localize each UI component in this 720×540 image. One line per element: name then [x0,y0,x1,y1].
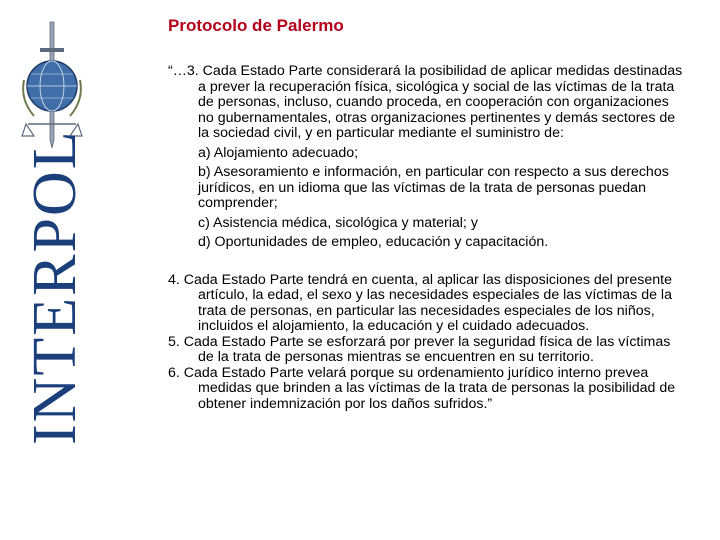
point-6: 6. Cada Estado Parte velará porque su ordenamiento jurídico interno prevea medidas que brinden a las víctimas de la trata de personas la posibilidad de obtener indemnización por los daños sufridos.” [168,364,676,412]
point-5: 5. Cada Estado Parte se esforzará por prever la seguridad física de las víctimas de la trata de personas mientras se encuentren en su territorio. [168,333,671,365]
point-3-item-d: d) Oportunidades de empleo, educación y capacitación. [198,234,549,250]
point-3-intro: “…3. Cada Estado Parte considerará la posibilidad de aplicar medidas destinadas a prever la recuperación física, sicológica y social de las víctimas de la trata de personas, incluso, cuando proceda, en cooperación con organizaciones no gubernamentales, otras organizaciones pertinentes y demás sectores de la sociedad civil, y en particular mediante el suministro de: [168,63,683,141]
points-4-to-6 [168,273,688,413]
slide-title: Protocolo de Palermo [168,16,344,35]
interpol-wordmark: INTERPOL [21,129,89,445]
point-3-item-c: c) Asistencia médica, sicológica y material; y [198,214,478,231]
sidebar-branding [0,0,92,540]
slide-body [168,64,688,412]
point-3-item-a: a) Alojamiento adecuado; [198,144,359,161]
point-3-item-b: b) Asesoramiento e información, en particular con respecto a sus derechos jurídicos, en un idioma que las víctimas de la trata de personas puedan comprender; [198,164,669,211]
point-4: 4. Cada Estado Parte tendrá en cuenta, al aplicar las disposiciones del presente artículo, la edad, el sexo y las necesidades especiales de las víctimas de la trata de personas, en particular las necesidades especiales de los niños, incluidos el alojamiento, la educación y el cuidado adecuados. [168,271,672,334]
